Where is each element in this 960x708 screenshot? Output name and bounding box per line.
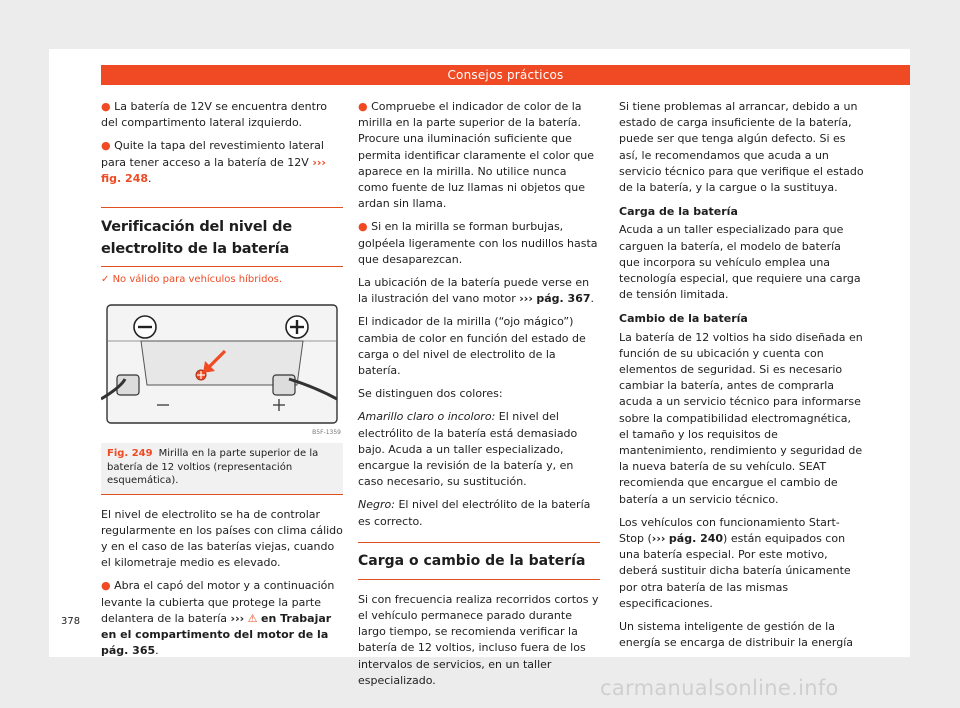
figure-number: Fig. 249 bbox=[107, 448, 153, 460]
bullet-icon: ● bbox=[101, 100, 111, 113]
paragraph: Si con frecuencia realiza recorridos cortos y el vehículo permanece parado durante largo tiempo, se recomienda verificar la batería de 12 voltios, incluso fuera de los intervalos de servicios, en un taller especializado. bbox=[358, 592, 599, 687]
bullet-icon: ● bbox=[358, 220, 368, 234]
paragraph: Acuda a un taller especializado para que carguen la batería, el modelo de batería que incorpora su vehículo emplea una tecnología especial, que requiere una carga de tensión limitada. bbox=[619, 223, 861, 302]
figure-link[interactable]: fig. 248 bbox=[101, 171, 148, 185]
battery-illustration bbox=[101, 301, 343, 443]
list-item: ● Si en la mirilla se forman burbujas, golpéela ligeramente con los nudillos hasta que desaparezcan. bbox=[358, 220, 598, 266]
section-title: Verificación del nivel de electrolito de la batería bbox=[101, 207, 343, 260]
subheading: Cambio de la batería bbox=[619, 312, 748, 326]
arrow-icon: ››› bbox=[312, 155, 326, 169]
page-link[interactable]: pág. 240 bbox=[668, 532, 724, 546]
paragraph: El indicador de la mirilla (“ojo mágico”) cambia de color en función del estado de carga o del nivel de electrolito de la batería. bbox=[358, 315, 586, 378]
paragraph: Los vehículos con funcionamiento Start-Stop (››› pág. 240) están equipados con una batería especial. Por este motivo, deberá sustituir dicha batería únicamente por otra batería de las mismas especificaciones. bbox=[619, 515, 851, 610]
manual-page bbox=[49, 49, 910, 687]
bullet-icon: ● bbox=[101, 579, 111, 593]
bullet-icon: ● bbox=[358, 100, 368, 113]
definition-item: Amarillo claro o incoloro: El nivel del electrólito de la batería está demasiado bajo. Acuda a un taller especializado, encargue la revisión de la batería y, en caso necesario, su sustitución. bbox=[358, 410, 578, 489]
paragraph: El nivel de electrolito se ha de controlar regularmente en los países con clima cálido y en el caso de las baterías viejas, cuando el kilometraje medio es elevado. bbox=[101, 507, 343, 570]
list-item: ● La batería de 12V se encuentra dentro del compartimento lateral izquierdo. bbox=[101, 100, 327, 130]
arrow-icon: ››› bbox=[519, 292, 533, 306]
engine-section-link[interactable]: en Trabajar en el compartimento del motor de la pág. 365 bbox=[101, 611, 332, 658]
paragraph: Si tiene problemas al arrancar, debido a un estado de carga insuficiente de la batería, puede ser que tenga algún defecto. Si es así, le recomendamos que acuda a un servicio técnico para que verifique el estado de la batería, y la cargue o la sustituya. bbox=[619, 100, 864, 195]
figure-code: B5F-1359 bbox=[312, 428, 341, 436]
page-header: Consejos prácticos bbox=[101, 65, 910, 85]
page-link[interactable]: pág. 367 bbox=[536, 292, 591, 306]
list-item: ● Quite la tapa del revestimiento lateral para tener acceso a la batería de 12V ››› fig. 248. bbox=[101, 139, 326, 185]
arrow-icon: ››› bbox=[230, 611, 245, 625]
list-item: ● Compruebe el indicador de color de la mirilla en la parte superior de la batería. Procure una iluminación suficiente que permita identificar claramente el color que aparece en la mirilla. No utilice nunca como fuente de luz llamas ni objetos que ardan sin llama. bbox=[358, 100, 595, 211]
paragraph: Un sistema inteligente de gestión de la energía se encarga de distribuir la energía bbox=[619, 620, 854, 650]
section-title: Carga o cambio de la batería bbox=[358, 542, 600, 580]
arrow-icon: ››› bbox=[651, 532, 666, 546]
column-2 bbox=[358, 99, 600, 696]
hybrid-note: ✓ No válido para vehículos híbridos. bbox=[101, 266, 343, 287]
battery-figure bbox=[101, 301, 343, 443]
watermark: carmanualsonline.info bbox=[600, 676, 839, 700]
figure-caption: Fig. 249 Mirilla en la parte superior de la batería de 12 voltios (representación esquemática). bbox=[101, 443, 343, 495]
column-3 bbox=[619, 99, 864, 659]
definition-item: Negro: El nivel del electrólito de la batería es correcto. bbox=[358, 498, 591, 528]
list-item: ● Abra el capó del motor y a continuación levante la cubierta que protege la parte delantera de la batería ››› ⚠ en Trabajar en el compartimento del motor de la pág. 365. bbox=[101, 579, 335, 658]
paragraph: Se distinguen dos colores: bbox=[358, 387, 503, 401]
bullet-icon: ● bbox=[101, 139, 111, 153]
column-1 bbox=[101, 99, 343, 666]
checkmark-icon: ✓ bbox=[101, 274, 110, 286]
paragraph: La ubicación de la batería puede verse en la ilustración del vano motor ››› pág. 367. bbox=[358, 276, 594, 306]
paragraph: La batería de 12 voltios ha sido diseñada en función de su ubicación y cuenta con elementos de seguridad. Si es necesario cambiar la batería, antes de comprarla acuda a un servicio técnico para informarse sobre la compatibilidad electromagnética, el tamaño y los requisitos de mantenimiento, rendimiento y seguridad de la nueva batería de su vehículo. SEAT recomienda que encargue el cambio de batería a un servicio técnico. bbox=[619, 330, 863, 506]
warning-icon: ⚠ bbox=[247, 611, 258, 625]
subheading: Carga de la batería bbox=[619, 205, 738, 219]
page-number: 378 bbox=[61, 616, 81, 627]
